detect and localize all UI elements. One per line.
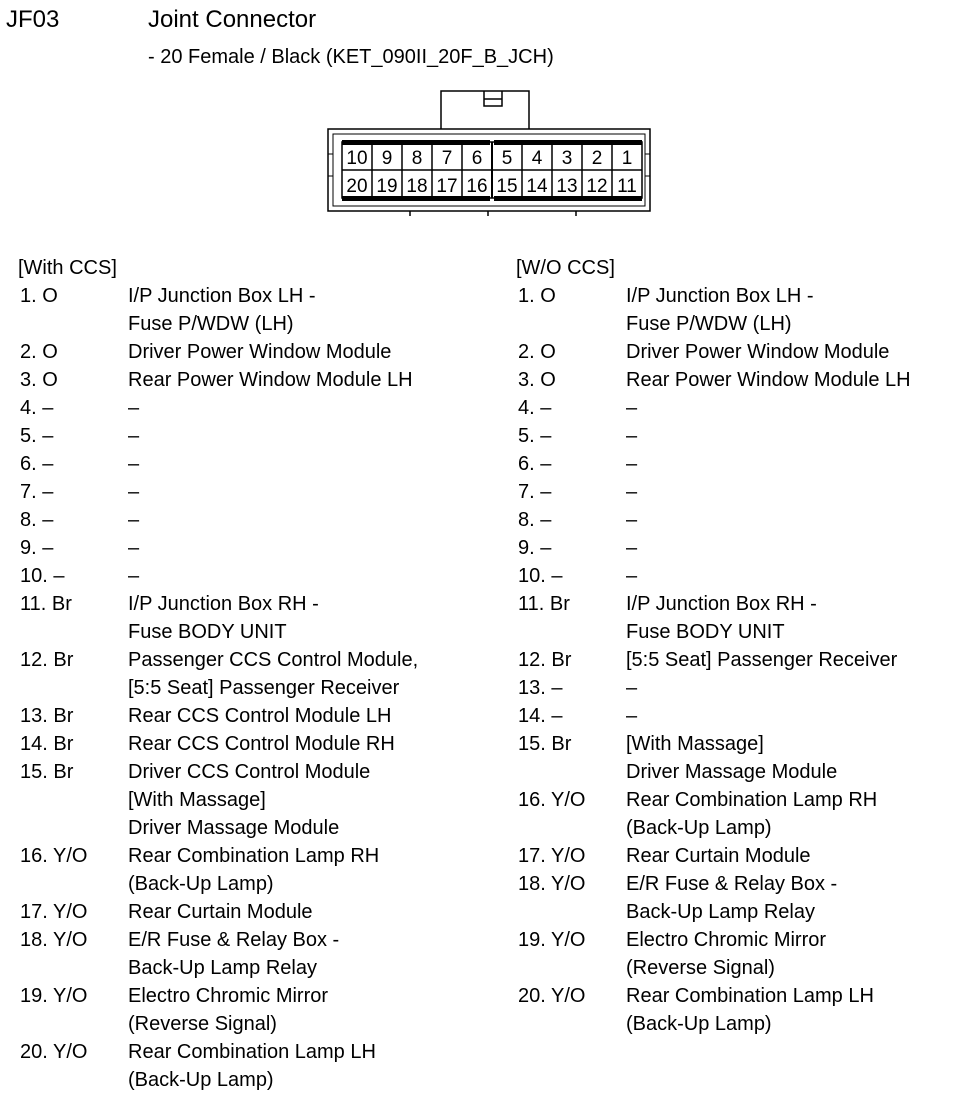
pin-cell-label: 7 [441, 148, 453, 169]
pin-description [128, 338, 391, 366]
pin-row [20, 758, 418, 842]
pin-description [128, 422, 139, 450]
pin-description [128, 898, 313, 926]
pin-number: 8. – [518, 509, 552, 531]
pin-description [128, 562, 139, 590]
pin-row [518, 842, 911, 870]
pin-description [626, 674, 637, 702]
pin-description [128, 590, 319, 646]
pin-description-line: Back-Up Lamp Relay [626, 901, 815, 923]
pin-description-line: (Back-Up Lamp) [626, 1013, 772, 1035]
pin-description-line: Driver Massage Module [626, 761, 838, 783]
pin-description [128, 926, 339, 982]
pin-cell-label: 6 [471, 148, 483, 169]
pin-description [128, 478, 139, 506]
pin-number: 3. O [518, 369, 556, 391]
pin-description [128, 1038, 376, 1094]
pin-description-line: [5:5 Seat] Passenger Receiver [626, 649, 898, 671]
pin-cell-label: 10 [346, 148, 368, 169]
without-ccs-section [518, 254, 911, 1038]
pin-description-line: E/R Fuse & Relay Box - [626, 873, 838, 895]
pin-row [20, 646, 418, 702]
pin-description-line: (Back-Up Lamp) [128, 1069, 274, 1091]
pin-cell-label: 8 [411, 148, 423, 169]
pin-number: 9. – [518, 537, 552, 559]
pin-row [20, 730, 418, 758]
pin-description [128, 394, 139, 422]
locking-tab [441, 91, 529, 129]
pin-cell-label: 5 [501, 148, 513, 169]
pin-description-line: Fuse P/WDW (LH) [626, 313, 792, 335]
pin-cell-label: 19 [376, 176, 398, 197]
pin-number: 10. – [20, 565, 65, 587]
connector-subtitle: - 20 Female / Black (KET_090II_20F_B_JCH) [148, 46, 554, 68]
pin-description-line: – [128, 425, 140, 447]
pin-description [128, 450, 139, 478]
pin-number: 12. Br [518, 649, 572, 671]
with-ccs-pin-list [20, 282, 418, 1094]
pin-description-line: – [128, 509, 140, 531]
pin-number: 9. – [20, 537, 54, 559]
pin-description [626, 590, 817, 646]
pin-description [626, 338, 889, 366]
pin-number: 15. Br [518, 733, 572, 755]
pin-description-line: Rear CCS Control Module RH [128, 733, 395, 755]
pin-description [128, 534, 139, 562]
pin-number: 10. – [518, 565, 563, 587]
pin-description-line: Fuse BODY UNIT [128, 621, 287, 643]
pin-description [626, 982, 874, 1038]
pin-description-line: Driver Massage Module [128, 817, 340, 839]
pin-row [20, 982, 418, 1038]
pin-number: 14. Br [20, 733, 74, 755]
pin-number: 8. – [20, 509, 54, 531]
pin-number: 16. Y/O [518, 789, 586, 811]
pin-cell-label: 11 [617, 176, 637, 197]
pin-description-line: (Reverse Signal) [128, 1013, 277, 1035]
pin-number: 17. Y/O [20, 901, 88, 923]
pin-description-line: Fuse P/WDW (LH) [128, 313, 294, 335]
pin-cell-label: 9 [381, 148, 393, 169]
pin-description-line: – [626, 397, 638, 419]
without-ccs-heading: [W/O CCS] [516, 257, 615, 279]
pin-description-line: Rear Combination Lamp RH [128, 845, 380, 867]
pin-row [518, 562, 911, 590]
pin-description [626, 926, 826, 982]
pin-row [518, 282, 911, 338]
pin-row [518, 646, 911, 674]
pin-description-line: Electro Chromic Mirror [128, 985, 329, 1007]
pin-row [518, 450, 911, 478]
pin-row [518, 506, 911, 534]
pin-description-line: [5:5 Seat] Passenger Receiver [128, 677, 400, 699]
pin-description [626, 478, 637, 506]
pin-number: 12. Br [20, 649, 74, 671]
pin-description-line: I/P Junction Box LH - [128, 285, 316, 307]
pin-cell-label: 3 [561, 148, 573, 169]
pin-description [626, 562, 637, 590]
pin-description-line: Rear Combination Lamp RH [626, 789, 878, 811]
connector-title: Joint Connector [148, 6, 317, 33]
pin-number: 5. – [518, 425, 552, 447]
pin-number: 1. O [518, 285, 556, 307]
pin-description-line: Rear CCS Control Module LH [128, 705, 392, 727]
pin-number: 19. Y/O [20, 985, 88, 1007]
pin-number: 6. – [518, 453, 552, 475]
pin-number: 18. Y/O [518, 873, 586, 895]
pin-row [518, 422, 911, 450]
pin-description [128, 646, 418, 702]
pin-description-line: – [626, 425, 638, 447]
pin-cell-label: 18 [406, 176, 428, 197]
pin-row [20, 562, 418, 590]
pin-number: 20. Y/O [20, 1041, 88, 1063]
pin-row [20, 534, 418, 562]
pin-row [518, 534, 911, 562]
pin-description-line: (Back-Up Lamp) [626, 817, 772, 839]
pin-number: 5. – [20, 425, 54, 447]
pin-number: 15. Br [20, 761, 74, 783]
pin-description-line: Driver Power Window Module [626, 341, 890, 363]
pin-description-line: I/P Junction Box RH - [128, 593, 319, 615]
pin-number: 13. Br [20, 705, 74, 727]
pin-description-line: E/R Fuse & Relay Box - [128, 929, 340, 951]
pin-description [626, 282, 814, 338]
pin-number: 19. Y/O [518, 929, 586, 951]
pin-row [518, 394, 911, 422]
pin-cell-label: 16 [466, 176, 488, 197]
pin-description-line: [With Massage] [128, 789, 266, 811]
pin-description-line: – [128, 397, 140, 419]
pin-row [20, 450, 418, 478]
pin-row [20, 1038, 418, 1094]
pin-description-line: – [626, 453, 638, 475]
pin-description-line: – [128, 565, 140, 587]
pin-description [626, 394, 637, 422]
pin-description-line: – [128, 537, 140, 559]
pin-number: 7. – [20, 481, 54, 503]
pin-description [626, 366, 911, 394]
pin-row [518, 338, 911, 366]
pin-number: 2. O [518, 341, 556, 363]
pin-number: 18. Y/O [20, 929, 88, 951]
pin-row [518, 870, 911, 926]
pin-row [20, 842, 418, 898]
pin-number: 2. O [20, 341, 58, 363]
pin-row [20, 702, 418, 730]
pin-description [626, 842, 811, 870]
pin-cell-label: 13 [556, 176, 578, 197]
pin-description [626, 786, 877, 842]
pin-description [128, 982, 328, 1038]
pin-description [626, 450, 637, 478]
pin-row [20, 478, 418, 506]
pin-row [518, 590, 911, 646]
pin-row [20, 590, 418, 646]
pin-row [518, 366, 911, 394]
pin-row [20, 506, 418, 534]
pin-number: 14. – [518, 705, 563, 727]
top-bar-right [494, 140, 642, 145]
pin-description-line: Rear Power Window Module LH [626, 369, 911, 391]
pin-row [518, 478, 911, 506]
pin-description-line: Driver Power Window Module [128, 341, 392, 363]
pin-description [626, 422, 637, 450]
pin-cell-label: 15 [496, 176, 518, 197]
pin-description [128, 366, 413, 394]
pin-row [20, 898, 418, 926]
pin-row [20, 394, 418, 422]
pin-description-line: – [626, 509, 638, 531]
pin-description-line: Rear Curtain Module [128, 901, 313, 923]
pin-description-line: – [128, 453, 140, 475]
pin-cell-label: 12 [586, 176, 608, 197]
pin-description-line: Back-Up Lamp Relay [128, 957, 317, 979]
pin-description [626, 534, 637, 562]
top-bar-left [342, 140, 490, 145]
pin-description-line: Rear Curtain Module [626, 845, 811, 867]
connector-face-svg [326, 86, 656, 218]
pin-number: 17. Y/O [518, 845, 586, 867]
pin-description-line: [With Massage] [626, 733, 764, 755]
pin-description-line: Electro Chromic Mirror [626, 929, 827, 951]
pin-cell-label: 17 [436, 176, 458, 197]
pin-number: 11. Br [20, 593, 72, 615]
pin-description [626, 506, 637, 534]
pin-number: 16. Y/O [20, 845, 88, 867]
pin-number: 7. – [518, 481, 552, 503]
pin-description [626, 730, 837, 786]
pin-cell-label: 4 [531, 148, 543, 169]
pin-row [20, 926, 418, 982]
pin-description-line: Passenger CCS Control Module, [128, 649, 419, 671]
without-ccs-pin-list [518, 282, 911, 1038]
pin-number: 1. O [20, 285, 58, 307]
pin-row [518, 702, 911, 730]
connector-diagram [326, 86, 656, 218]
pin-description [128, 842, 379, 898]
pin-cell-label: 2 [591, 148, 603, 169]
pin-number: 13. – [518, 677, 563, 699]
pin-description-line: – [626, 705, 638, 727]
pin-row [20, 422, 418, 450]
pin-number: 11. Br [518, 593, 570, 615]
pin-row [20, 366, 418, 394]
pin-cell-label: 20 [346, 176, 368, 197]
pin-row [20, 282, 418, 338]
pin-description-line: I/P Junction Box LH - [626, 285, 814, 307]
pin-description [626, 646, 897, 674]
pin-row [518, 786, 911, 842]
pin-description-line: – [626, 565, 638, 587]
pin-description-line: Driver CCS Control Module [128, 761, 371, 783]
pin-description-line: Fuse BODY UNIT [626, 621, 785, 643]
pin-number: 3. O [20, 369, 58, 391]
pin-number: 4. – [518, 397, 552, 419]
pin-row [518, 926, 911, 982]
pin-description [128, 730, 395, 758]
with-ccs-section [20, 254, 418, 1094]
pin-description [626, 870, 837, 926]
pin-description-line: – [626, 677, 638, 699]
pin-description-line: Rear Combination Lamp LH [626, 985, 874, 1007]
pin-description-line: (Reverse Signal) [626, 957, 775, 979]
pin-description-line: – [128, 481, 140, 503]
pin-number: 6. – [20, 453, 54, 475]
pin-description-line: Rear Combination Lamp LH [128, 1041, 376, 1063]
pin-description [626, 702, 637, 730]
pin-description [128, 282, 316, 338]
pin-number: 4. – [20, 397, 54, 419]
with-ccs-heading: [With CCS] [18, 257, 117, 279]
pin-row [518, 674, 911, 702]
pin-row [518, 730, 911, 786]
pin-cell-label: 1 [621, 148, 633, 169]
pin-row [20, 338, 418, 366]
pin-description-line: I/P Junction Box RH - [626, 593, 817, 615]
pin-description-line: – [626, 481, 638, 503]
pin-number: 20. Y/O [518, 985, 586, 1007]
pin-row [518, 982, 911, 1038]
pin-cell-label: 14 [526, 176, 548, 197]
pin-description-line: (Back-Up Lamp) [128, 873, 274, 895]
pin-description [128, 702, 391, 730]
pin-description [128, 758, 370, 842]
connector-code: JF03 [6, 6, 60, 33]
pin-description [128, 506, 139, 534]
pin-description-line: – [626, 537, 638, 559]
pin-description-line: Rear Power Window Module LH [128, 369, 413, 391]
